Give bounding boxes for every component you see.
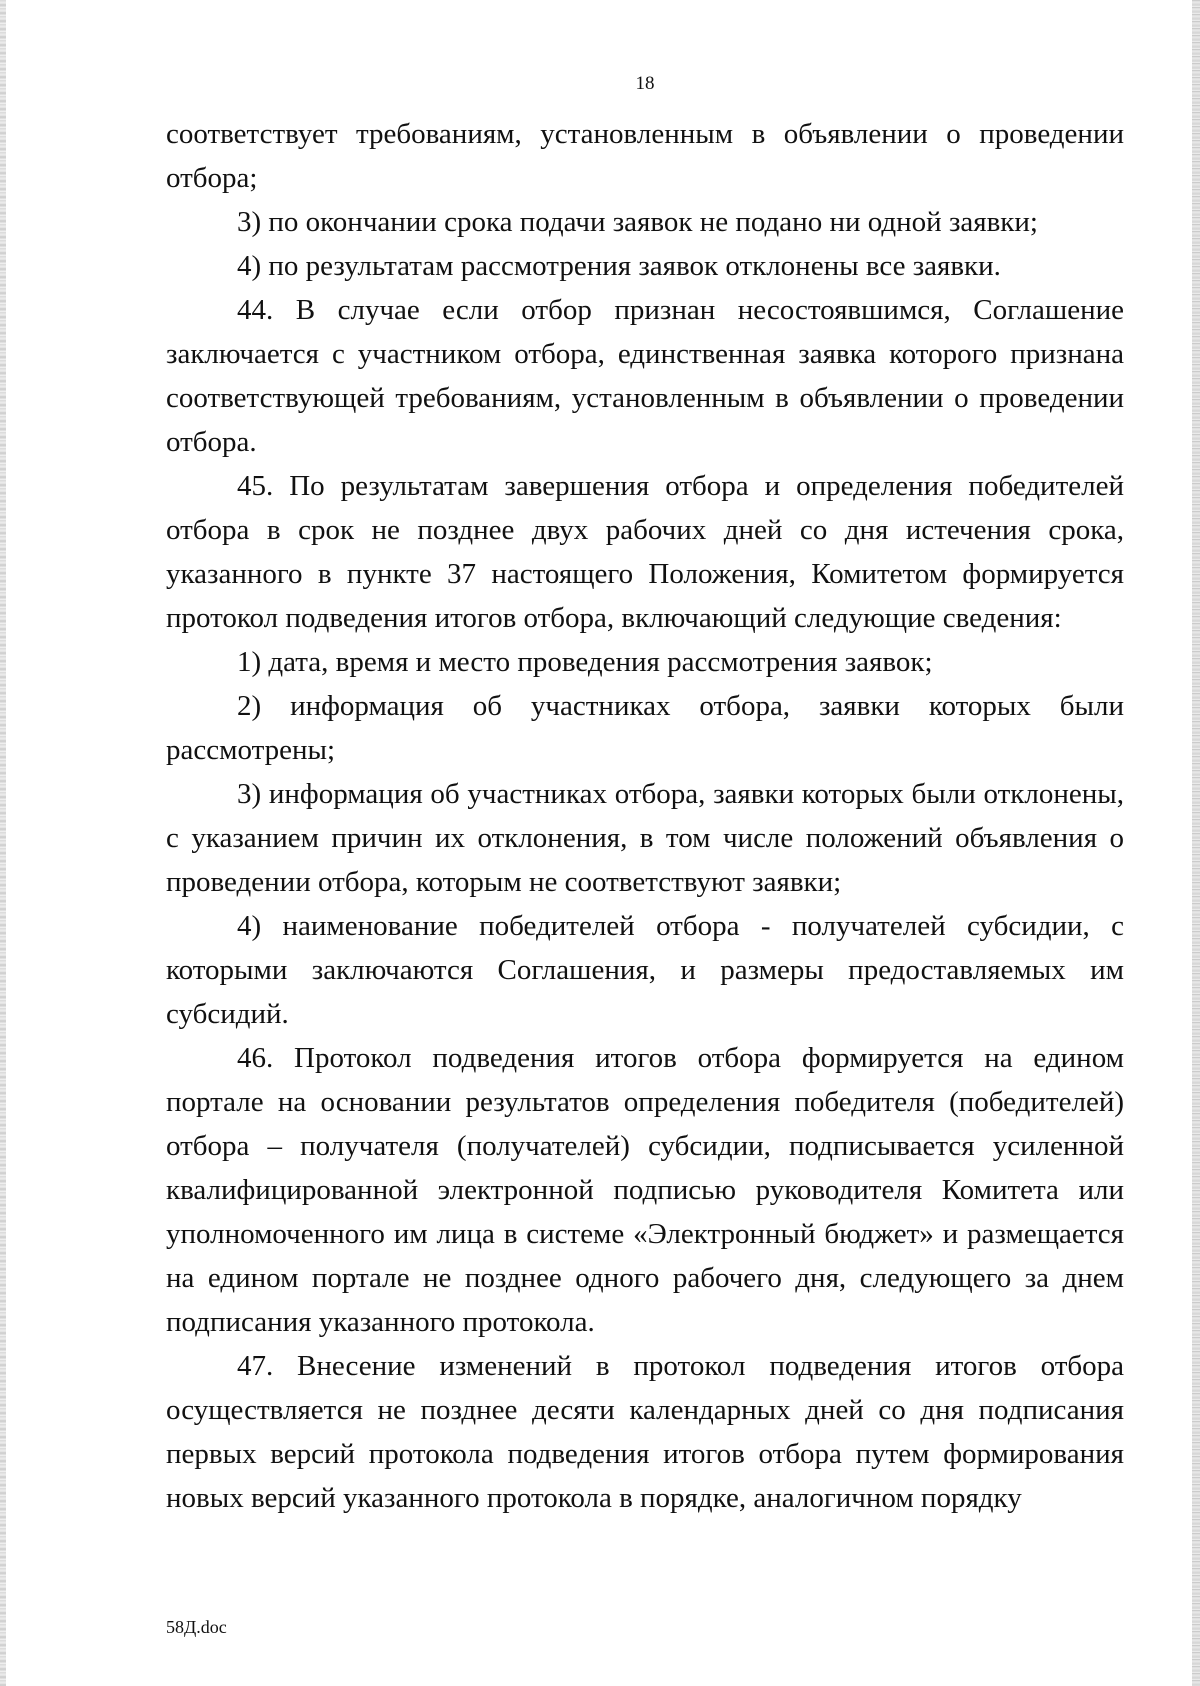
list-item-4: 4) по результатам рассмотрения заявок отклонены все заявки. — [237, 250, 1001, 282]
clause-45-item-1: 1) дата, время и место проведения рассмотрения заявок; — [237, 646, 933, 678]
clause-47: 47. Внесение изменений в протокол подведения итогов отбора осуществляется не позднее десяти календарных дней со дня подписания первых версий протокола подведения итогов отбора путем формирования новых версий указанного протокола в порядке, аналогичном порядку — [166, 1350, 1124, 1514]
paragraph-continuation: соответствует требованиям, установленным в объявлении о проведении отбора; — [166, 118, 1124, 194]
scan-edge-left — [0, 0, 6, 1686]
clause-45-item-2: 2) информация об участниках отбора, заявки которых были рассмотрены; — [166, 690, 1124, 766]
scan-edge-right — [1192, 0, 1200, 1686]
footer-filename: 58Д.doc — [166, 1617, 227, 1637]
page-number: 18 — [635, 73, 655, 94]
clause-45: 45. По результатам завершения отбора и определения победителей отбора в срок не позднее двух рабочих дней со дня истечения срока, указанного в пункте 37 настоящего Положения, Комитетом формируется протокол подведения итогов отбора, включающий следующие сведения: — [166, 470, 1124, 634]
clause-44: 44. В случае если отбор признан несостоявшимся, Соглашение заключается с участником отбора, единственная заявка которого признана соответствующей требованиям, установленным в объявлении о проведении отбора. — [166, 294, 1124, 458]
clause-46: 46. Протокол подведения итогов отбора формируется на едином портале на основании результатов определения победителя (победителей) отбора – получателя (получателей) субсидии, подписывается усиленной квалифицированной электронной подписью руководителя Комитета или уполномоченного им лица в системе «Электронный бюджет» и размещается на едином портале не позднее одного рабочего дня, следующего за днем подписания указанного протокола. — [166, 1042, 1124, 1338]
document-body — [166, 112, 1124, 1520]
list-item-3: 3) по окончании срока подачи заявок не подано ни одной заявки; — [237, 206, 1038, 238]
clause-45-item-3: 3) информация об участниках отбора, заявки которых были отклонены, с указанием причин их отклонения, в том числе положений объявления о проведении отбора, которым не соответствуют заявки; — [166, 778, 1124, 898]
clause-45-item-4: 4) наименование победителей отбора - получателей субсидии, с которыми заключаются Соглашения, и размеры предоставляемых им субсидий. — [166, 910, 1124, 1030]
